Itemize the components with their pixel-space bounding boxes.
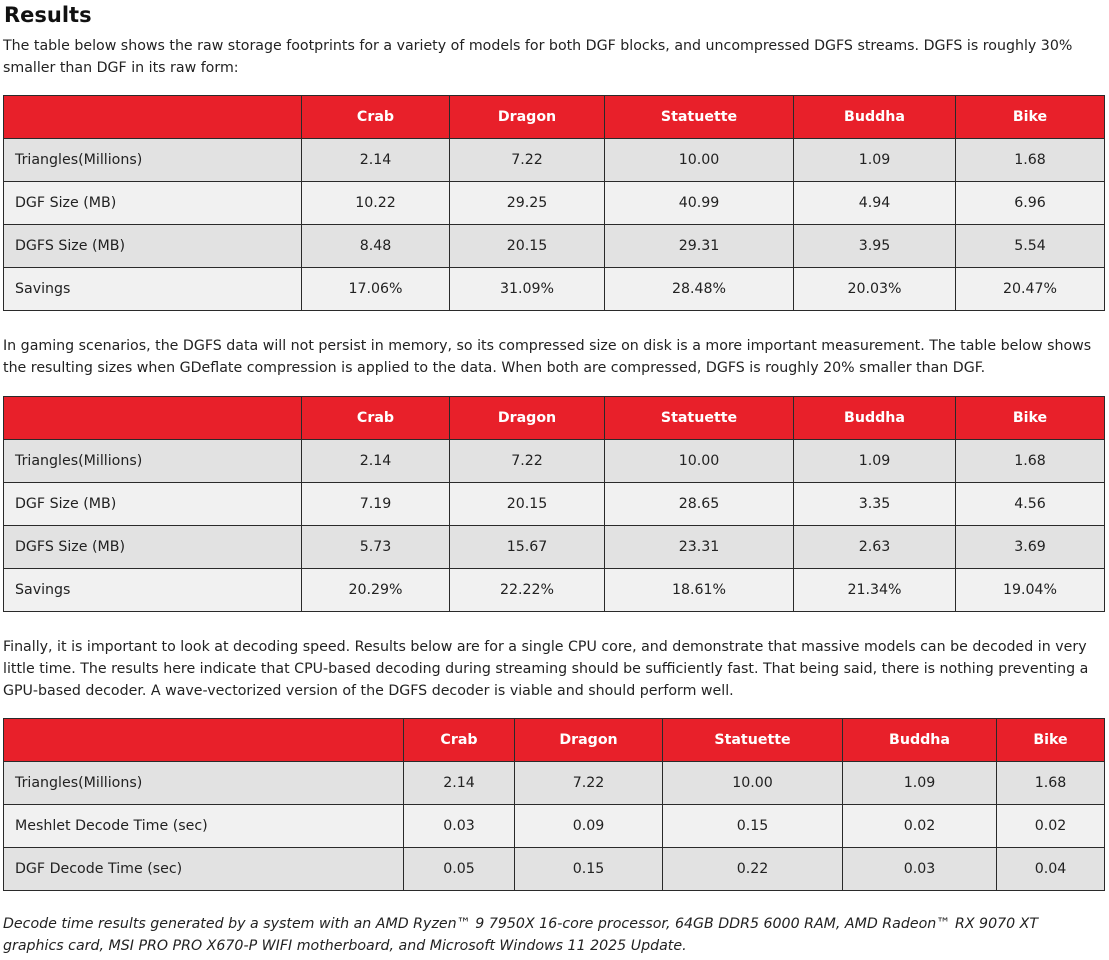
row-label-cell: Triangles(Millions) <box>4 139 302 182</box>
row-label-cell: Savings <box>4 268 302 311</box>
header-corner-cell <box>4 397 302 440</box>
row-label-cell: Meshlet Decode Time (sec) <box>4 805 404 848</box>
row-label-cell: Triangles(Millions) <box>4 440 302 483</box>
value-cell: 0.03 <box>404 805 515 848</box>
column-header: Bike <box>956 397 1105 440</box>
value-cell: 10.00 <box>605 139 794 182</box>
value-cell: 28.65 <box>605 483 794 526</box>
value-cell: 40.99 <box>605 182 794 225</box>
value-cell: 3.95 <box>794 225 956 268</box>
value-cell: 15.67 <box>450 526 605 569</box>
table-header-row <box>4 96 1105 139</box>
value-cell: 20.15 <box>450 225 605 268</box>
column-header: Dragon <box>515 719 663 762</box>
value-cell: 22.22% <box>450 569 605 612</box>
header-corner-cell <box>4 96 302 139</box>
column-header: Crab <box>302 96 450 139</box>
table-row <box>4 848 1105 891</box>
table-row <box>4 569 1105 612</box>
section-heading: Results <box>4 3 92 27</box>
intro-paragraph-decode-speed: Finally, it is important to look at decoding speed. Results below are for a single CPU core, and demonstrate that massive models can be decoded in very little time. The results here indicate that CPU-based decoding during streaming should be sufficiently fast. That being said, there is nothing preventing a GPU-based decoder. A wave-vectorized version of the DGFS decoder is viable and should perform well. <box>3 639 1089 699</box>
value-cell: 0.04 <box>997 848 1105 891</box>
value-cell: 0.15 <box>515 848 663 891</box>
table-row <box>4 139 1105 182</box>
value-cell: 3.69 <box>956 526 1105 569</box>
column-header: Statuette <box>663 719 843 762</box>
value-cell: 23.31 <box>605 526 794 569</box>
header-corner-cell <box>4 719 404 762</box>
row-label-cell: DGFS Size (MB) <box>4 225 302 268</box>
row-label-cell: DGFS Size (MB) <box>4 526 302 569</box>
column-header: Statuette <box>605 96 794 139</box>
table-header-row <box>4 397 1105 440</box>
column-header: Crab <box>404 719 515 762</box>
value-cell: 2.14 <box>302 139 450 182</box>
table-row <box>4 440 1105 483</box>
value-cell: 7.19 <box>302 483 450 526</box>
value-cell: 17.06% <box>302 268 450 311</box>
compressed-storage-table <box>3 396 1105 612</box>
column-header: Buddha <box>843 719 997 762</box>
row-label-cell: DGF Size (MB) <box>4 483 302 526</box>
column-header: Dragon <box>450 397 605 440</box>
column-header: Crab <box>302 397 450 440</box>
value-cell: 0.05 <box>404 848 515 891</box>
decode-time-table <box>3 718 1105 891</box>
value-cell: 20.15 <box>450 483 605 526</box>
value-cell: 7.22 <box>450 139 605 182</box>
value-cell: 7.22 <box>450 440 605 483</box>
column-header: Buddha <box>794 397 956 440</box>
value-cell: 19.04% <box>956 569 1105 612</box>
value-cell: 29.31 <box>605 225 794 268</box>
table-row <box>4 225 1105 268</box>
value-cell: 18.61% <box>605 569 794 612</box>
value-cell: 21.34% <box>794 569 956 612</box>
value-cell: 1.68 <box>956 139 1105 182</box>
value-cell: 0.09 <box>515 805 663 848</box>
row-label-cell: DGF Decode Time (sec) <box>4 848 404 891</box>
value-cell: 1.09 <box>794 440 956 483</box>
value-cell: 20.03% <box>794 268 956 311</box>
value-cell: 2.14 <box>404 762 515 805</box>
intro-paragraph-raw-sizes: The table below shows the raw storage footprints for a variety of models for both DGF blocks, and uncompressed DGFS streams. DGFS is roughly 30% smaller than DGF in its raw form: <box>3 38 1073 76</box>
row-label-cell: Triangles(Millions) <box>4 762 404 805</box>
value-cell: 4.56 <box>956 483 1105 526</box>
column-header: Buddha <box>794 96 956 139</box>
value-cell: 28.48% <box>605 268 794 311</box>
value-cell: 1.68 <box>997 762 1105 805</box>
value-cell: 10.00 <box>605 440 794 483</box>
raw-storage-table <box>3 95 1105 311</box>
table-row <box>4 182 1105 225</box>
value-cell: 20.29% <box>302 569 450 612</box>
value-cell: 20.47% <box>956 268 1105 311</box>
value-cell: 1.09 <box>843 762 997 805</box>
value-cell: 8.48 <box>302 225 450 268</box>
value-cell: 7.22 <box>515 762 663 805</box>
benchmark-system-note: Decode time results generated by a system with an AMD Ryzen™ 9 7950X 16-core processor, 64GB DDR5 6000 RAM, AMD Radeon™ RX 9070 XT graphics card, MSI PRO PRO X670-P WIFI motherboard, and Microsoft Windows 11 2025 Update. <box>3 916 1039 954</box>
value-cell: 10.00 <box>663 762 843 805</box>
value-cell: 29.25 <box>450 182 605 225</box>
value-cell: 0.02 <box>997 805 1105 848</box>
value-cell: 0.22 <box>663 848 843 891</box>
value-cell: 0.15 <box>663 805 843 848</box>
table-row <box>4 805 1105 848</box>
value-cell: 2.14 <box>302 440 450 483</box>
row-label-cell: Savings <box>4 569 302 612</box>
value-cell: 6.96 <box>956 182 1105 225</box>
value-cell: 4.94 <box>794 182 956 225</box>
intro-paragraph-compressed-sizes: In gaming scenarios, the DGFS data will not persist in memory, so its compressed size on disk is a more important measurement. The table below shows the resulting sizes when GDeflate compression is applied to the data. When both are compressed, DGFS is roughly 20% smaller than DGF. <box>3 338 1092 376</box>
value-cell: 5.73 <box>302 526 450 569</box>
value-cell: 3.35 <box>794 483 956 526</box>
value-cell: 1.09 <box>794 139 956 182</box>
column-header: Bike <box>997 719 1105 762</box>
column-header: Statuette <box>605 397 794 440</box>
column-header: Dragon <box>450 96 605 139</box>
table-header-row <box>4 719 1105 762</box>
row-label-cell: DGF Size (MB) <box>4 182 302 225</box>
value-cell: 0.02 <box>843 805 997 848</box>
value-cell: 10.22 <box>302 182 450 225</box>
table-row <box>4 268 1105 311</box>
table-row <box>4 762 1105 805</box>
value-cell: 0.03 <box>843 848 997 891</box>
table-row <box>4 526 1105 569</box>
value-cell: 31.09% <box>450 268 605 311</box>
value-cell: 2.63 <box>794 526 956 569</box>
value-cell: 1.68 <box>956 440 1105 483</box>
value-cell: 5.54 <box>956 225 1105 268</box>
column-header: Bike <box>956 96 1105 139</box>
table-row <box>4 483 1105 526</box>
